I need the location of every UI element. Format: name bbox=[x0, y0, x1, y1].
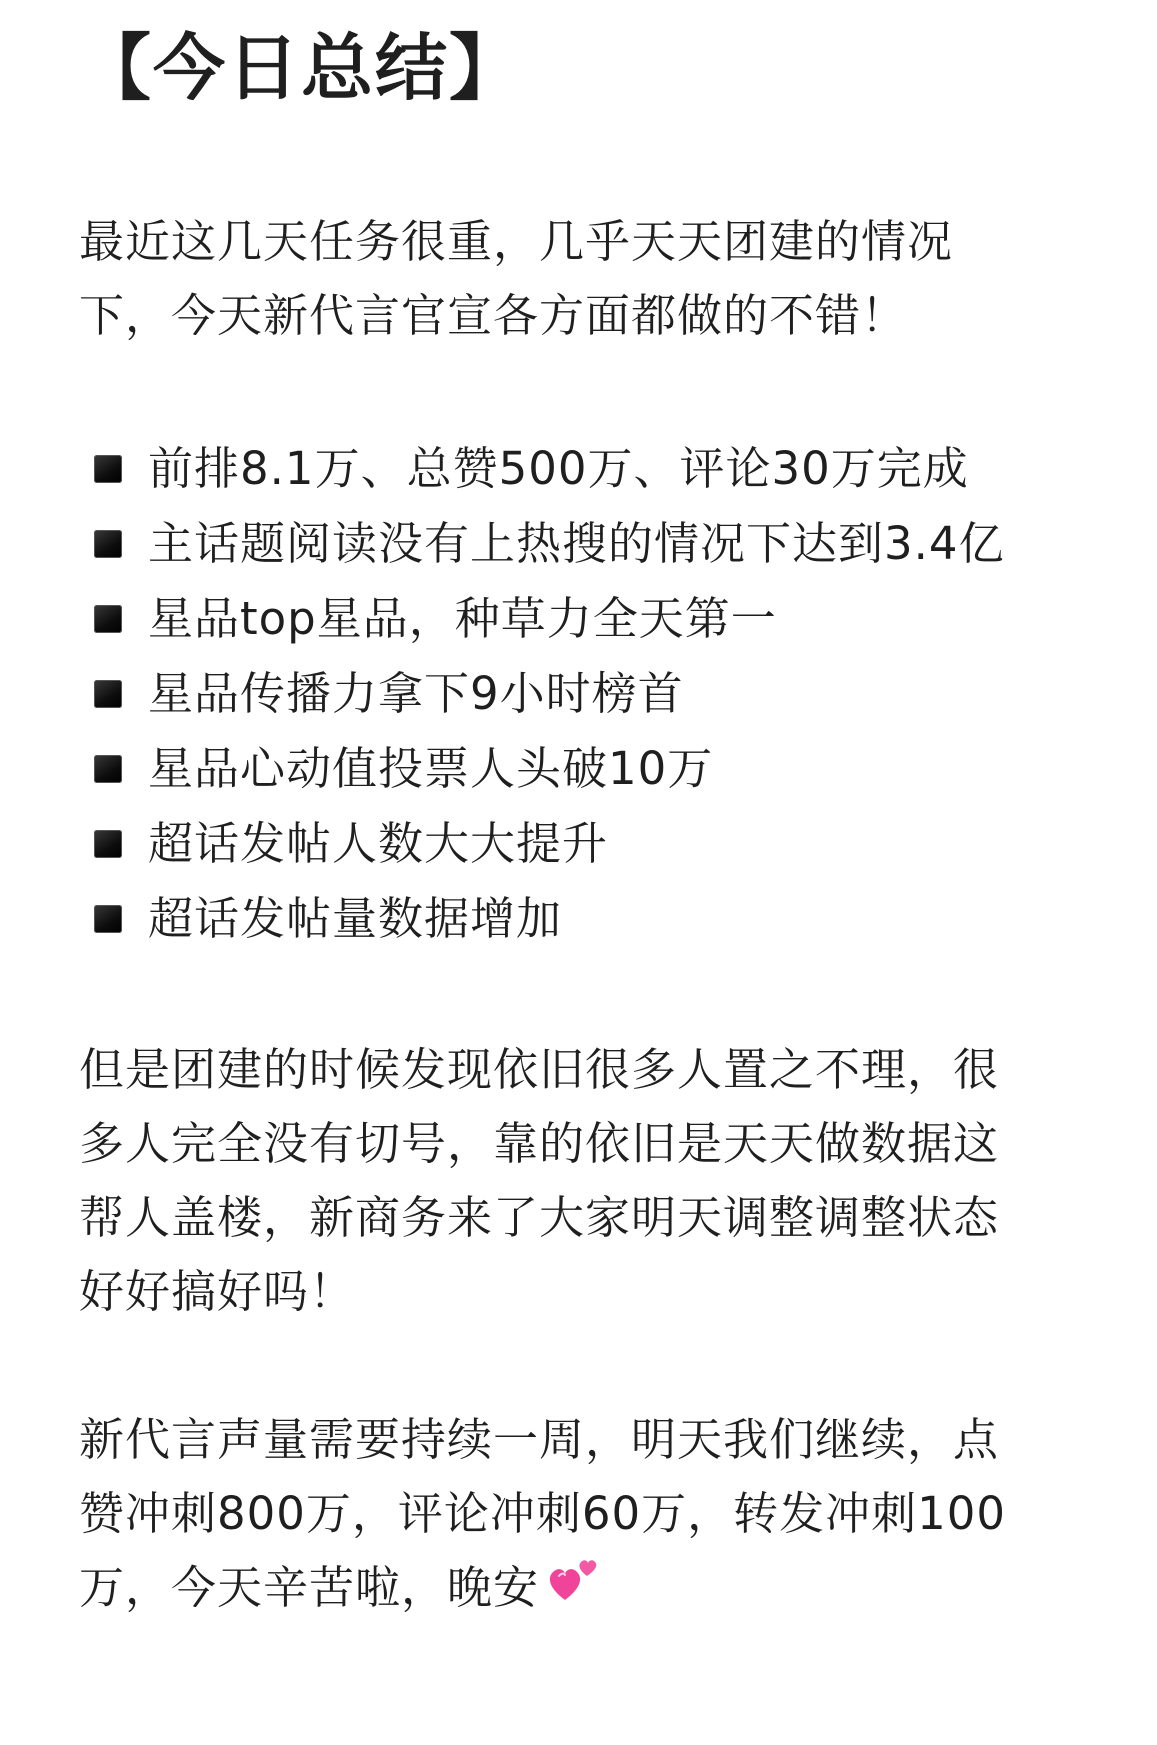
concern-line: 多人完全没有切号，靠的依旧是天天做数据这 bbox=[79, 1117, 1000, 1170]
black-square-icon bbox=[94, 605, 122, 633]
list-item-text: 主话题阅读没有上热搜的情况下达到3.4亿 bbox=[148, 517, 1005, 570]
two-hearts-icon bbox=[545, 1554, 603, 1628]
list-item bbox=[94, 431, 1005, 506]
post-title: 【今日总结】 bbox=[79, 26, 524, 110]
list-item-text: 超话发帖人数大大提升 bbox=[148, 817, 609, 870]
concern-paragraph bbox=[79, 1033, 999, 1329]
concern-line: 好好搞好吗！ bbox=[79, 1265, 356, 1318]
black-square-icon bbox=[94, 680, 122, 708]
outro-line: 赞冲刺800万，评论冲刺60万，转发冲刺100 bbox=[79, 1487, 1007, 1540]
black-square-icon bbox=[94, 530, 122, 558]
concern-line: 帮人盖楼，新商务来了大家明天调整调整状态 bbox=[79, 1191, 1000, 1244]
list-item bbox=[94, 581, 1005, 656]
outro-line: 新代言声量需要持续一周，明天我们继续，点 bbox=[79, 1413, 1000, 1466]
list-item-text: 星品传播力拿下9小时榜首 bbox=[148, 667, 684, 720]
list-item bbox=[94, 506, 1005, 581]
list-item bbox=[94, 731, 1005, 806]
black-square-icon bbox=[94, 455, 122, 483]
black-square-icon bbox=[94, 905, 122, 933]
achievement-list bbox=[94, 431, 1005, 956]
intro-line: 下，今天新代言官宣各方面都做的不错！ bbox=[79, 289, 908, 342]
concern-line: 但是团建的时候发现依旧很多人置之不理，很 bbox=[79, 1043, 1000, 1096]
intro-paragraph bbox=[79, 205, 953, 353]
list-item-text: 星品心动值投票人头破10万 bbox=[148, 742, 714, 795]
outro-line-text: 万，今天辛苦啦，晚安 bbox=[79, 1561, 540, 1614]
black-square-icon bbox=[94, 830, 122, 858]
list-item-text: 超话发帖量数据增加 bbox=[148, 892, 563, 945]
intro-line: 最近这几天任务很重，几乎天天团建的情况 bbox=[79, 215, 954, 268]
list-item bbox=[94, 656, 1005, 731]
list-item bbox=[94, 881, 1005, 956]
black-square-icon bbox=[94, 755, 122, 783]
list-item-text: 星品top星品，种草力全天第一 bbox=[148, 592, 777, 645]
list-item bbox=[94, 806, 1005, 881]
list-item-text: 前排8.1万、总赞500万、评论30万完成 bbox=[148, 442, 969, 495]
outro-paragraph bbox=[79, 1403, 1006, 1628]
outro-line-last bbox=[79, 1551, 1006, 1628]
